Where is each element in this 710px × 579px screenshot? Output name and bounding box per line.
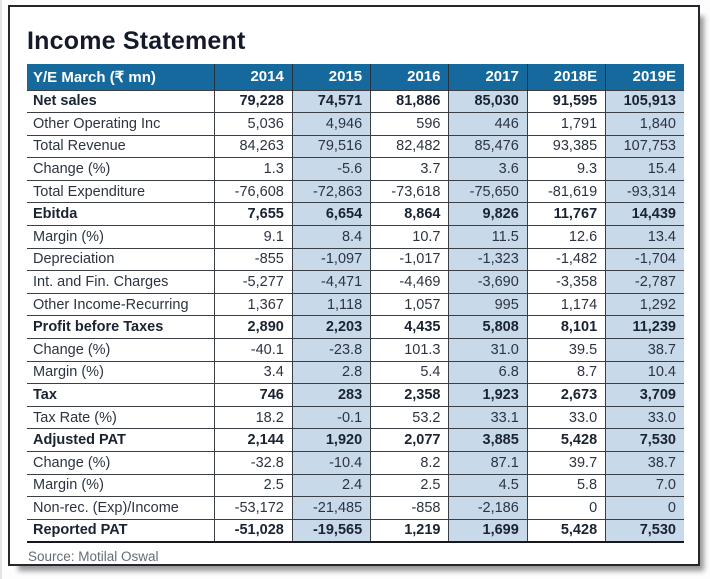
value-cell: 91,595 <box>527 90 605 113</box>
value-cell: -19,565 <box>292 519 370 542</box>
value-cell: -5,277 <box>214 271 292 294</box>
value-cell: 7,530 <box>606 519 684 542</box>
value-cell: 1,219 <box>371 519 449 542</box>
header-label-cell: Y/E March (₹ mn) <box>27 64 214 90</box>
value-cell: 10.4 <box>606 361 684 384</box>
value-cell: 8.7 <box>527 361 605 384</box>
value-cell: 2,890 <box>214 316 292 339</box>
income-statement-table <box>27 64 684 543</box>
value-cell: 1,699 <box>449 519 527 542</box>
value-cell: 4,435 <box>371 316 449 339</box>
row-label: Int. and Fin. Charges <box>27 271 214 294</box>
value-cell: 74,571 <box>292 90 370 113</box>
row-label: Other Income-Recurring <box>27 293 214 316</box>
header-year-cell: 2014 <box>214 64 292 90</box>
value-cell: -93,314 <box>606 180 684 203</box>
value-cell: -0.1 <box>292 406 370 429</box>
value-cell: 31.0 <box>449 339 527 362</box>
value-cell: 33.1 <box>449 406 527 429</box>
value-cell: -21,485 <box>292 497 370 520</box>
table-row <box>27 113 684 136</box>
value-cell: -51,028 <box>214 519 292 542</box>
value-cell: 12.6 <box>527 226 605 249</box>
value-cell: 1,174 <box>527 293 605 316</box>
table-row <box>27 90 684 113</box>
value-cell: 2.5 <box>371 474 449 497</box>
value-cell: 1,057 <box>371 293 449 316</box>
table-row <box>27 158 684 181</box>
value-cell: 283 <box>292 384 370 407</box>
value-cell: 53.2 <box>371 406 449 429</box>
value-cell: 995 <box>449 293 527 316</box>
value-cell: 0 <box>606 497 684 520</box>
table-row <box>27 429 684 452</box>
value-cell: -75,650 <box>449 180 527 203</box>
value-cell: -1,704 <box>606 248 684 271</box>
value-cell: 6,654 <box>292 203 370 226</box>
value-cell: -2,186 <box>449 497 527 520</box>
page-title: Income Statement <box>27 27 246 55</box>
value-cell: 13.4 <box>606 226 684 249</box>
value-cell: 7.0 <box>606 474 684 497</box>
value-cell: 5,428 <box>527 429 605 452</box>
value-cell: -53,172 <box>214 497 292 520</box>
value-cell: 1,791 <box>527 113 605 136</box>
value-cell: 15.4 <box>606 158 684 181</box>
value-cell: 2,358 <box>371 384 449 407</box>
table-row <box>27 135 684 158</box>
value-cell: -81,619 <box>527 180 605 203</box>
value-cell: 1,118 <box>292 293 370 316</box>
table-row <box>27 474 684 497</box>
value-cell: -3,358 <box>527 271 605 294</box>
value-cell: 9.1 <box>214 226 292 249</box>
row-label: Tax Rate (%) <box>27 406 214 429</box>
value-cell: -855 <box>214 248 292 271</box>
value-cell: 1,920 <box>292 429 370 452</box>
source-note: Source: Motilal Oswal <box>28 548 159 564</box>
value-cell: -76,608 <box>214 180 292 203</box>
header-year-cell: 2018E <box>527 64 605 90</box>
value-cell: -2,787 <box>606 271 684 294</box>
value-cell: 8.4 <box>292 226 370 249</box>
table-row <box>27 248 684 271</box>
row-label: Change (%) <box>27 158 214 181</box>
value-cell: -23.8 <box>292 339 370 362</box>
value-cell: -858 <box>371 497 449 520</box>
value-cell: 5,036 <box>214 113 292 136</box>
value-cell: 746 <box>214 384 292 407</box>
value-cell: 4,946 <box>292 113 370 136</box>
value-cell: 4.5 <box>449 474 527 497</box>
value-cell: 5,428 <box>527 519 605 542</box>
row-label: Margin (%) <box>27 226 214 249</box>
value-cell: 5.4 <box>371 361 449 384</box>
row-label: Margin (%) <box>27 474 214 497</box>
row-label: Margin (%) <box>27 361 214 384</box>
value-cell: 11,239 <box>606 316 684 339</box>
value-cell: -4,471 <box>292 271 370 294</box>
row-label: Adjusted PAT <box>27 429 214 452</box>
header-year-cell: 2017 <box>449 64 527 90</box>
value-cell: 1,840 <box>606 113 684 136</box>
value-cell: -32.8 <box>214 452 292 475</box>
value-cell: -3,690 <box>449 271 527 294</box>
value-cell: -1,323 <box>449 248 527 271</box>
row-label: Total Revenue <box>27 135 214 158</box>
value-cell: 2.5 <box>214 474 292 497</box>
value-cell: -10.4 <box>292 452 370 475</box>
value-cell: 14,439 <box>606 203 684 226</box>
value-cell: 2,673 <box>527 384 605 407</box>
value-cell: 6.8 <box>449 361 527 384</box>
value-cell: 11.5 <box>449 226 527 249</box>
value-cell: 81,886 <box>371 90 449 113</box>
row-label: Other Operating Inc <box>27 113 214 136</box>
header-year-cell: 2019E <box>606 64 684 90</box>
value-cell: 93,385 <box>527 135 605 158</box>
value-cell: 5,808 <box>449 316 527 339</box>
value-cell: 87.1 <box>449 452 527 475</box>
value-cell: -40.1 <box>214 339 292 362</box>
value-cell: 1,923 <box>449 384 527 407</box>
value-cell: 10.7 <box>371 226 449 249</box>
table-row <box>27 316 684 339</box>
value-cell: 105,913 <box>606 90 684 113</box>
value-cell: 1.3 <box>214 158 292 181</box>
value-cell: 9,826 <box>449 203 527 226</box>
table-body <box>27 90 684 542</box>
table-header <box>27 64 684 90</box>
row-label: Ebitda <box>27 203 214 226</box>
row-label: Reported PAT <box>27 519 214 542</box>
value-cell: 1,367 <box>214 293 292 316</box>
value-cell: 33.0 <box>527 406 605 429</box>
income-statement-card <box>8 5 700 566</box>
value-cell: -1,097 <box>292 248 370 271</box>
value-cell: 8,101 <box>527 316 605 339</box>
value-cell: 8.2 <box>371 452 449 475</box>
row-label: Total Expenditure <box>27 180 214 203</box>
table-row <box>27 452 684 475</box>
header-year-cell: 2016 <box>371 64 449 90</box>
window-edge <box>0 0 2 579</box>
table-row <box>27 384 684 407</box>
value-cell: 7,655 <box>214 203 292 226</box>
table-row <box>27 180 684 203</box>
value-cell: -1,482 <box>527 248 605 271</box>
value-cell: 101.3 <box>371 339 449 362</box>
value-cell: 2.8 <box>292 361 370 384</box>
value-cell: -73,618 <box>371 180 449 203</box>
table-row <box>27 203 684 226</box>
value-cell: 82,482 <box>371 135 449 158</box>
value-cell: -5.6 <box>292 158 370 181</box>
row-label: Non-rec. (Exp)/Income <box>27 497 214 520</box>
value-cell: -1,017 <box>371 248 449 271</box>
value-cell: 79,228 <box>214 90 292 113</box>
value-cell: 107,753 <box>606 135 684 158</box>
table-row <box>27 226 684 249</box>
value-cell: 0 <box>527 497 605 520</box>
value-cell: 8,864 <box>371 203 449 226</box>
value-cell: 3,709 <box>606 384 684 407</box>
row-label: Net sales <box>27 90 214 113</box>
value-cell: 3.4 <box>214 361 292 384</box>
header-year-cell: 2015 <box>292 64 370 90</box>
row-label: Tax <box>27 384 214 407</box>
table-row <box>27 293 684 316</box>
value-cell: 2,077 <box>371 429 449 452</box>
value-cell: 5.8 <box>527 474 605 497</box>
header-row <box>27 64 684 90</box>
row-label: Profit before Taxes <box>27 316 214 339</box>
value-cell: 84,263 <box>214 135 292 158</box>
value-cell: 3.7 <box>371 158 449 181</box>
value-cell: 2,144 <box>214 429 292 452</box>
value-cell: 85,030 <box>449 90 527 113</box>
value-cell: 596 <box>371 113 449 136</box>
table-row <box>27 519 684 542</box>
table-row <box>27 361 684 384</box>
value-cell: 39.5 <box>527 339 605 362</box>
table-row <box>27 497 684 520</box>
value-cell: 33.0 <box>606 406 684 429</box>
value-cell: 18.2 <box>214 406 292 429</box>
value-cell: 446 <box>449 113 527 136</box>
value-cell: 79,516 <box>292 135 370 158</box>
value-cell: 2.4 <box>292 474 370 497</box>
value-cell: 1,292 <box>606 293 684 316</box>
value-cell: 2,203 <box>292 316 370 339</box>
value-cell: 11,767 <box>527 203 605 226</box>
value-cell: 85,476 <box>449 135 527 158</box>
value-cell: 7,530 <box>606 429 684 452</box>
value-cell: -72,863 <box>292 180 370 203</box>
table-row <box>27 406 684 429</box>
value-cell: 39.7 <box>527 452 605 475</box>
row-label: Change (%) <box>27 339 214 362</box>
row-label: Depreciation <box>27 248 214 271</box>
table-row <box>27 271 684 294</box>
row-label: Change (%) <box>27 452 214 475</box>
value-cell: 38.7 <box>606 452 684 475</box>
value-cell: -4,469 <box>371 271 449 294</box>
value-cell: 9.3 <box>527 158 605 181</box>
value-cell: 3.6 <box>449 158 527 181</box>
value-cell: 3,885 <box>449 429 527 452</box>
value-cell: 38.7 <box>606 339 684 362</box>
table-row <box>27 339 684 362</box>
